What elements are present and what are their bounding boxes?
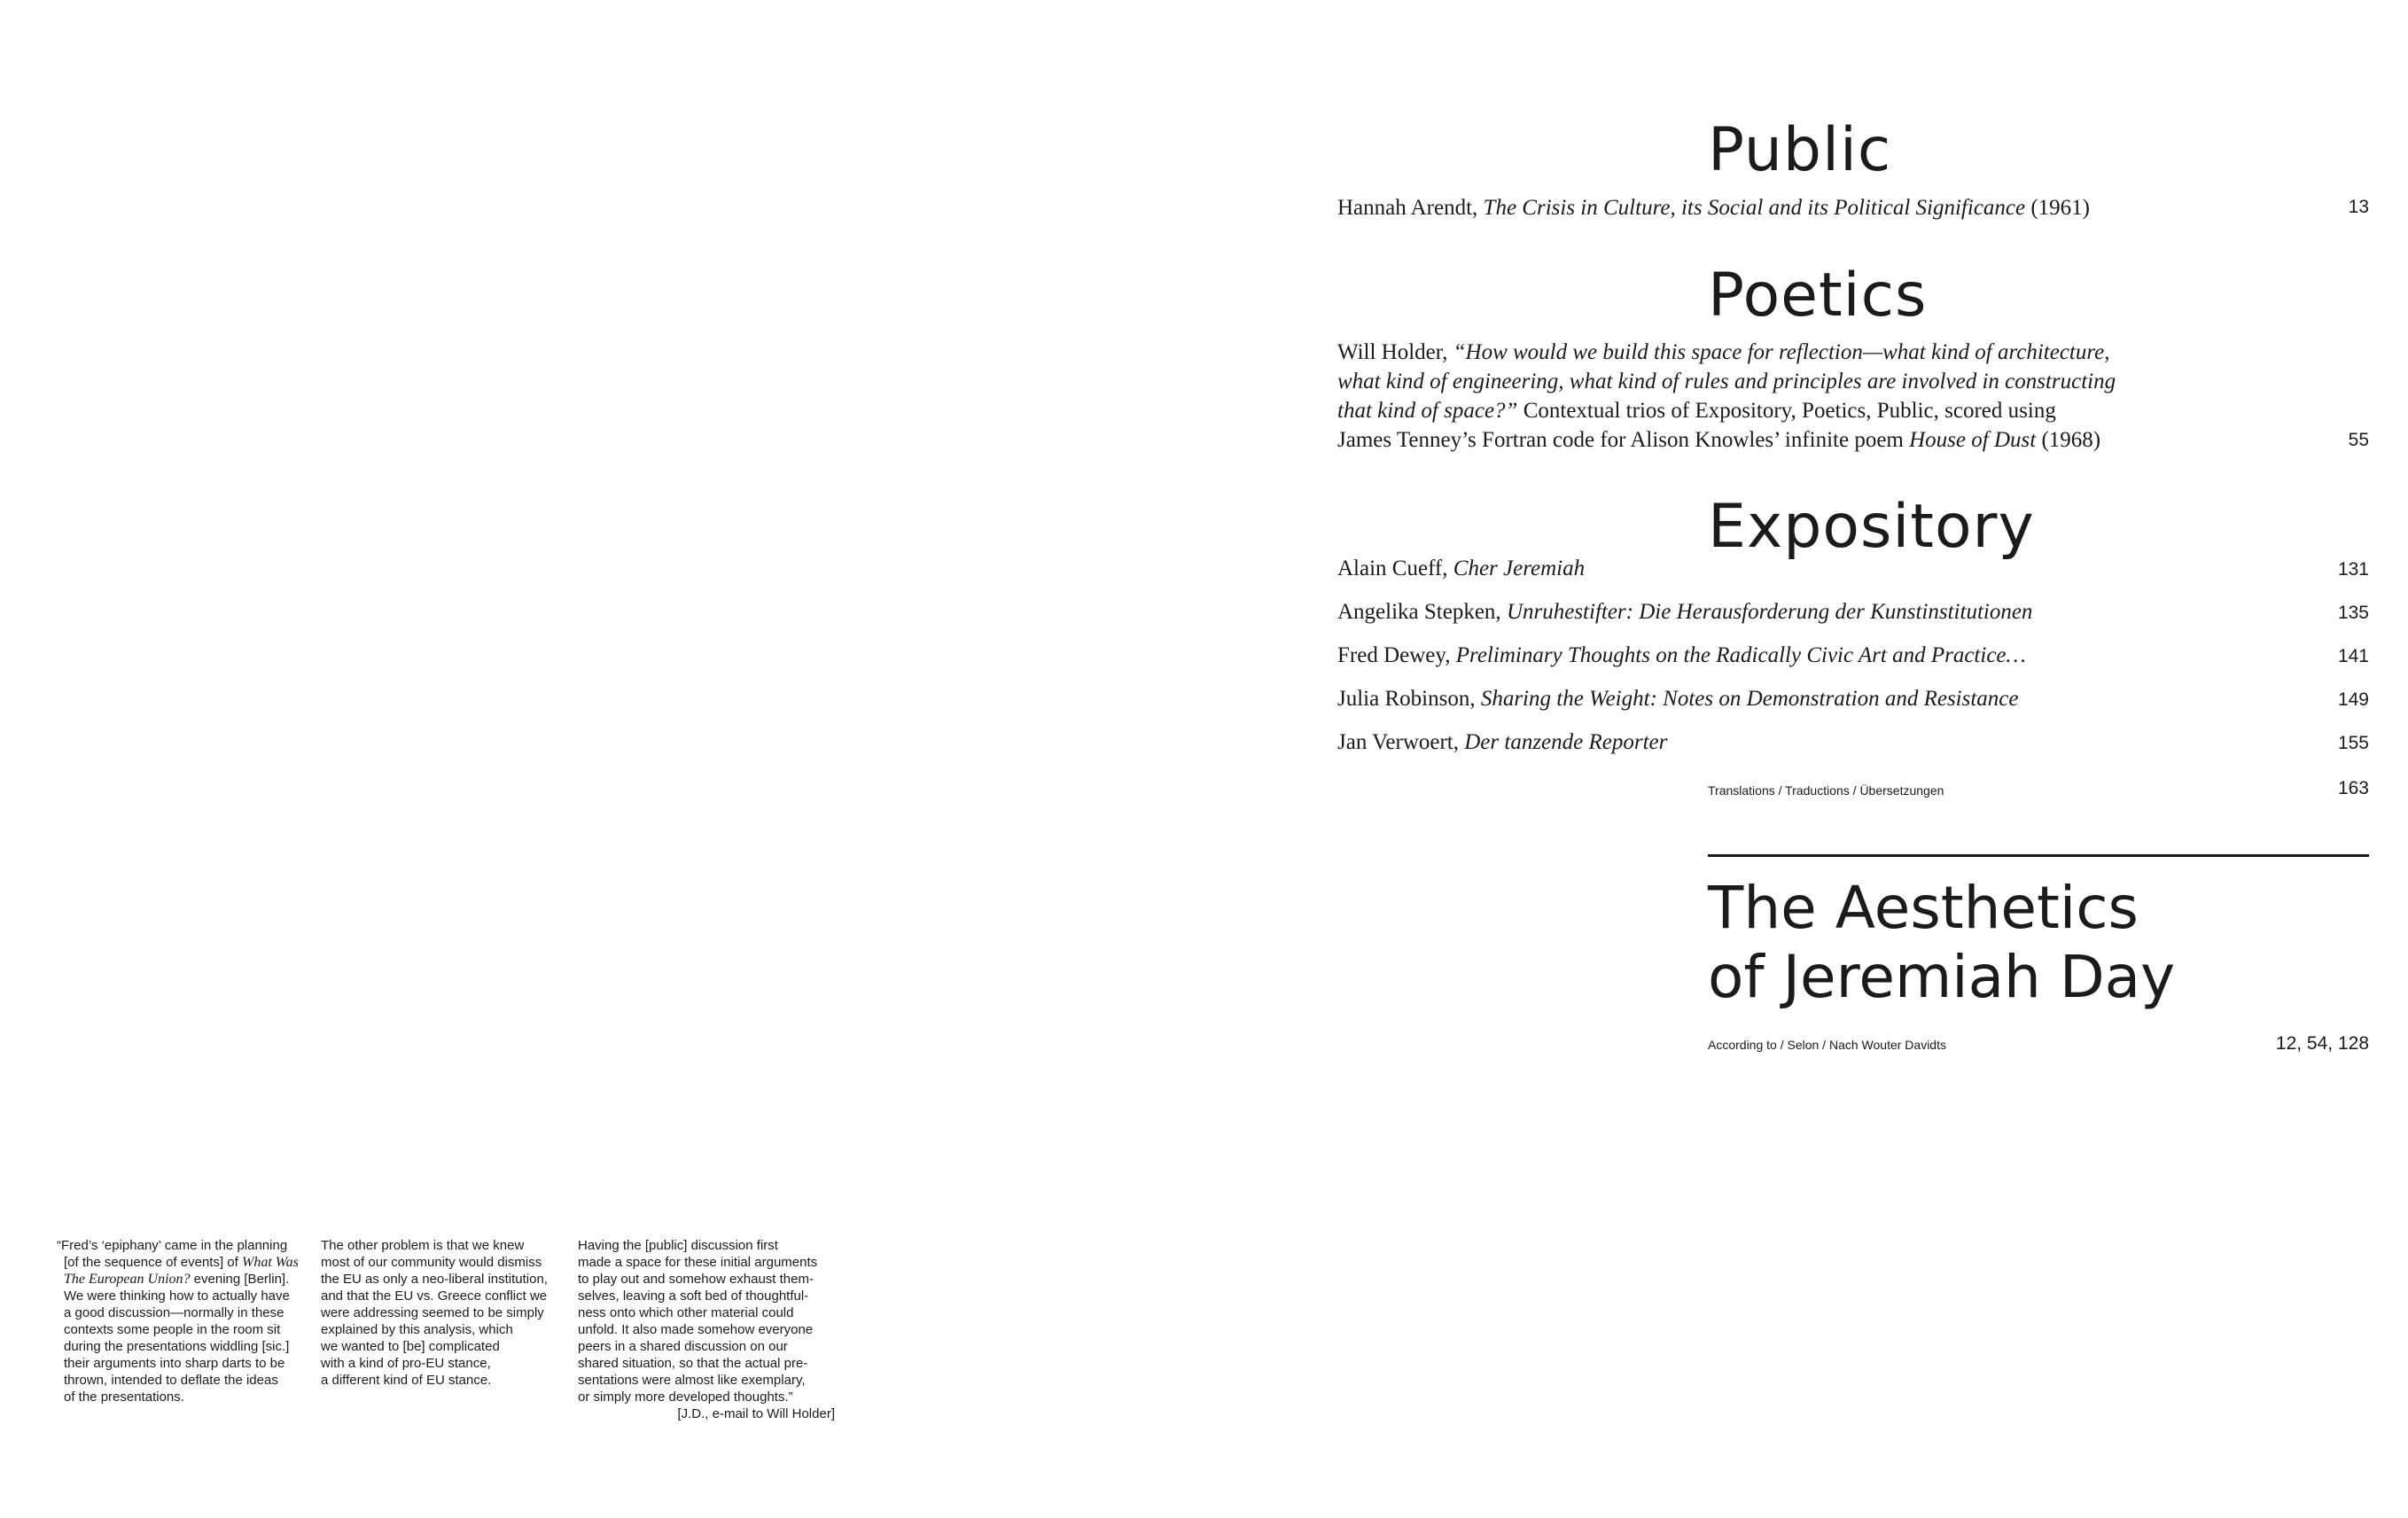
toc-entry-arendt[interactable]	[1337, 193, 2090, 222]
entry-title: Unruhestifter: Die Herausforderung der Kunstinstitutionen	[1506, 600, 2033, 624]
entry-author: Will Holder,	[1337, 340, 1453, 364]
quote-line: to play out and somehow exhaust them-	[578, 1272, 814, 1287]
page-number: 149	[2337, 689, 2369, 710]
quote-line: We were thinking how to actually have	[64, 1288, 290, 1304]
page-number: 163	[2337, 778, 2369, 798]
entry-title-line1: “How would we build this space for reflection—what kind of architecture,	[1453, 340, 2110, 364]
quote-italic-title: What Was	[241, 1255, 299, 1270]
entry-author: Julia Robinson,	[1337, 687, 1481, 711]
page-number: 141	[2337, 646, 2369, 666]
quote-line: sentations were almost like exemplary,	[578, 1373, 806, 1388]
page-number: 135	[2337, 603, 2369, 623]
quote-line: [of the sequence of events] of What Was	[64, 1255, 299, 1270]
entry-author: Angelika Stepken,	[1337, 600, 1507, 624]
quote-italic-title: The European Union?	[64, 1272, 191, 1287]
quote-line: thrown, intended to deflate the ideas	[64, 1373, 278, 1388]
toc-entry-verwoert[interactable]	[1337, 728, 1667, 757]
entry-title: Preliminary Thoughts on the Radically Civic Art and Practice…	[1455, 643, 2026, 667]
section-heading-public: Public	[1708, 115, 1892, 185]
toc-entry-stepken[interactable]	[1337, 597, 2032, 627]
quote-line: the EU as only a neo-liberal institution,	[321, 1272, 548, 1287]
entry-author: Hannah Arendt,	[1337, 196, 1484, 220]
quote-line: during the presentations widdling [sic.]	[64, 1339, 290, 1354]
quote-line: ness onto which other material could	[578, 1305, 794, 1320]
entry-author: Fred Dewey,	[1337, 643, 1456, 667]
entry-suffix: (1961)	[2025, 196, 2091, 220]
quote-line: The other problem is that we knew	[321, 1238, 525, 1253]
entry-title: Cher Jeremiah	[1453, 557, 1586, 580]
quote-line: contexts some people in the room sit	[64, 1322, 281, 1337]
quote-column-2	[321, 1237, 578, 1389]
section-heading-poetics: Poetics	[1708, 261, 1928, 331]
entry-title: The Crisis in Culture, its Social and its Political Significance	[1483, 196, 2026, 220]
quote-line: or simply more developed thoughts.”	[578, 1390, 793, 1405]
translations-label[interactable]: Translations / Traductions / Übersetzungen	[1708, 783, 1944, 798]
section-heading-aesthetics	[1708, 874, 2175, 1012]
quote-line: unfold. It also made somehow everyone	[578, 1322, 814, 1337]
quote-line: and that the EU vs. Greece conflict we	[321, 1288, 548, 1304]
section-divider	[1708, 854, 2369, 857]
quote-column-1	[57, 1237, 314, 1405]
entry-text-line4: James Tenney’s Fortran code for Alison Knowles’ infinite poem	[1337, 428, 1910, 452]
page-numbers: 12, 54, 128	[2275, 1033, 2369, 1054]
quote-line: with a kind of pro-EU stance,	[321, 1356, 491, 1371]
quote-line: peers in a shared discussion on our	[578, 1339, 788, 1354]
quote-line: a good discussion—normally in these	[64, 1305, 284, 1320]
quote-line: Having the [public] discussion first	[578, 1238, 778, 1253]
quote-line: their arguments into sharp darts to be	[64, 1356, 285, 1371]
quote-line: selves, leaving a soft bed of thoughtful-	[578, 1288, 809, 1304]
entry-title-line3: that kind of space?”	[1337, 399, 1518, 423]
entry-author: Jan Verwoert,	[1337, 730, 1465, 754]
quote-line: most of our community would dismiss	[321, 1255, 542, 1270]
toc-entry-cueff[interactable]	[1337, 554, 1585, 583]
quote-signoff: [J.D., e-mail to Will Holder]	[677, 1406, 835, 1421]
heading-line-1: The Aesthetics	[1708, 874, 2139, 942]
quote-line: made a space for these initial arguments	[578, 1255, 818, 1270]
quote-line: The European Union? evening [Berlin].	[64, 1272, 290, 1287]
entry-author: Alain Cueff,	[1337, 557, 1453, 580]
quote-column-3	[578, 1237, 835, 1422]
quote-line: “Fred’s ‘epiphany’ came in the planning	[57, 1238, 288, 1253]
section-heading-expository: Expository	[1708, 492, 2035, 562]
entry-title: Der tanzende Reporter	[1464, 730, 1668, 754]
quote-line: explained by this analysis, which	[321, 1322, 513, 1337]
toc-entry-holder[interactable]	[1337, 338, 2116, 455]
page-number: 55	[2348, 430, 2369, 450]
quote-line: were addressing seemed to be simply	[321, 1305, 544, 1320]
quote-line: we wanted to [be] complicated	[321, 1339, 500, 1354]
page-number: 131	[2337, 559, 2369, 580]
entry-title-line4: House of Dust	[1909, 428, 2037, 452]
heading-line-2: of Jeremiah Day	[1708, 943, 2176, 1011]
quote-line: shared situation, so that the actual pre-	[578, 1356, 808, 1371]
toc-entry-robinson[interactable]	[1337, 684, 2019, 713]
toc-entry-dewey[interactable]	[1337, 641, 2026, 670]
quote-line: of the presentations.	[64, 1390, 184, 1405]
entry-text-line3: Contextual trios of Expository, Poetics, Public, scored using	[1517, 399, 2056, 423]
entry-title-line2: what kind of engineering, what kind of rules and principles are involved in constructing	[1337, 370, 2116, 393]
entry-title: Sharing the Weight: Notes on Demonstration and Resistance	[1480, 687, 2019, 711]
page-number: 13	[2348, 197, 2369, 217]
quote-line: a different kind of EU stance.	[321, 1373, 492, 1388]
entry-suffix: (1968)	[2036, 428, 2101, 452]
aesthetics-byline[interactable]: According to / Selon / Nach Wouter Davidts	[1708, 1038, 1946, 1052]
page-number: 155	[2337, 733, 2369, 753]
